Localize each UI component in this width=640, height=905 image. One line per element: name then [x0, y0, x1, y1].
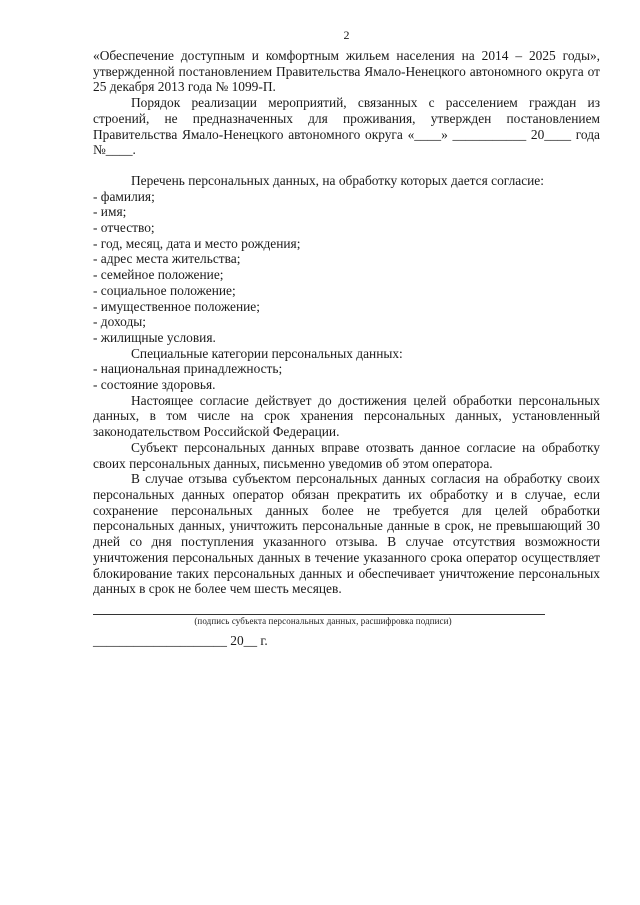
validity-paragraph: Настоящее согласие действует до достижения целей обработки персональных данных, в том числе на срок хранения персональных данных, установленный законодательством Российской Федерации. [93, 392, 600, 440]
list-item: - социальное положение; [93, 282, 236, 298]
list-item: - доходы; [93, 314, 147, 330]
list-item: - состояние здоровья. [93, 377, 216, 393]
special-categories-list [93, 361, 600, 392]
list-item: - семейное положение; [93, 267, 224, 283]
document-page [93, 28, 600, 597]
date-line: ____________________ 20__ г. [93, 633, 268, 648]
program-reference-paragraph: «Обеспечение доступным и комфортным жильем населения на 2014 – 2025 годы», утвержденной постановлением Правительства Ямало-Ненецкого автономного округа от 25 декабря 2013 года № 1099-П. [93, 48, 600, 95]
signature-caption: (подпись субъекта персональных данных, расшифровка подписи) [194, 616, 452, 626]
personal-data-list [93, 189, 600, 346]
signature-line [93, 610, 545, 615]
page-number: 2 [343, 28, 350, 42]
list-item: - фамилия; [93, 188, 155, 204]
special-categories-intro: Специальные категории персональных данных: [131, 345, 403, 361]
list-item: - жилищные условия. [93, 329, 216, 345]
list-item: - имущественное положение; [93, 298, 260, 314]
spacer [93, 158, 600, 173]
withdrawal-consequences-paragraph: В случае отзыва субъектом персональных данных согласия на обработку своих персональных данных оператор обязан прекратить их обработку и в случае, если сохранение персональных данных более не требуется для целей обработки персональных данных, уничтожить персональные данные в срок, не превышающий 30 дней со дня поступления указанного отзыва. В случае отсутствия возможности уничтожения персональных данных в течение указанного срока оператор осуществляет блокирование таких персональных данных и обеспечивает уничтожение персональных данных в срок не более чем шесть месяцев. [93, 471, 600, 597]
signature-block [93, 610, 553, 649]
list-item: - имя; [93, 204, 127, 220]
list-item: - национальная принадлежность; [93, 361, 283, 377]
list-item: - год, месяц, дата и место рождения; [93, 235, 301, 251]
procedure-paragraph: Порядок реализации мероприятий, связанных с расселением граждан из строений, не предназначенных для проживания, утвержден постановлением Правительства Ямало-Ненецкого автономного округа «____» ___________ 20____ года №____. [93, 95, 600, 158]
personal-data-list-intro: Перечень персональных данных, на обработку которых дается согласие: [131, 172, 544, 188]
list-item: - отчество; [93, 220, 155, 236]
withdrawal-paragraph: Субъект персональных данных вправе отозвать данное согласие на обработку своих персональных данных, письменно уведомив об этом оператора. [93, 439, 600, 471]
list-item: - адрес места жительства; [93, 251, 241, 267]
